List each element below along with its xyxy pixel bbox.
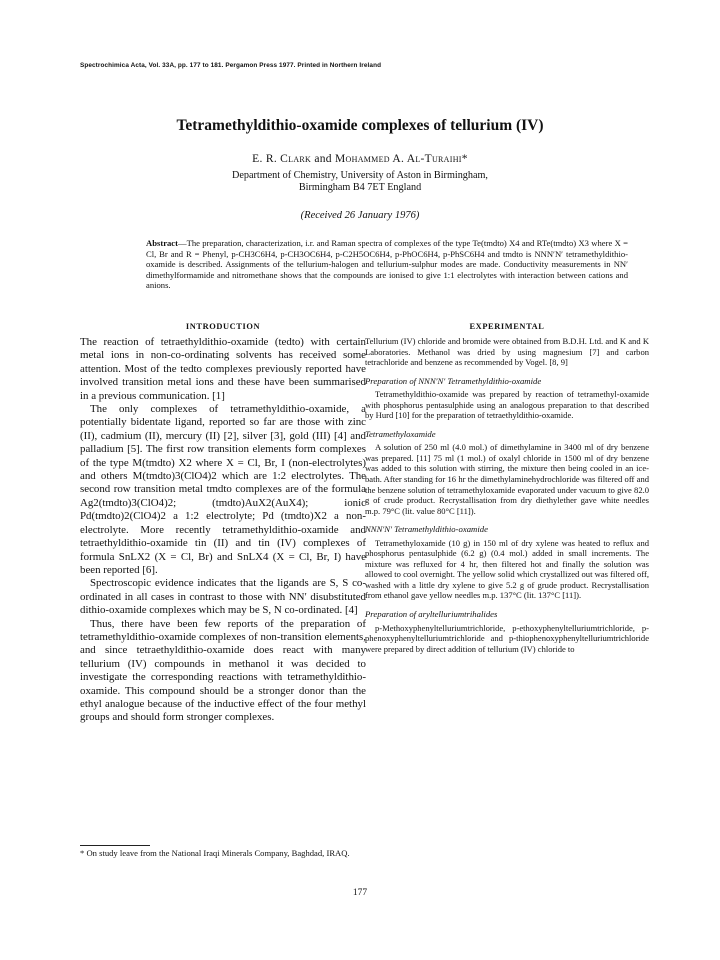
subsection-title-1: Preparation of NNN′N′ Tetramethyldithio-oxamide <box>365 375 542 386</box>
footnote-rule <box>80 845 150 846</box>
affiliation <box>0 170 720 194</box>
author-conjunction: and <box>314 153 332 165</box>
abstract-label: Abstract <box>146 238 178 248</box>
introduction-body <box>80 336 366 725</box>
experimental-section <box>365 322 649 654</box>
subsection-title-2: Tetramethyloxamide <box>365 428 436 439</box>
journal-header: Spectrochimica Acta, Vol. 33A, pp. 177 to 181. Pergamon Press 1977. Printed in Northern Ireland <box>80 62 382 69</box>
experimental-paragraph-1: Tellurium (IV) chloride and bromide were obtained from B.D.H. Ltd. and K and K Laboratories. Methanol was dried by using magnesium [7] and carbon tetrachloride and benzene as recommended by Vogel. [8, 9] <box>365 336 649 368</box>
received-date: (Received 26 January 1976) <box>300 210 420 221</box>
article-title: Tetramethyldithio-oxamide complexes of tellurium (IV) <box>176 117 544 134</box>
experimental-heading: EXPERIMENTAL <box>469 322 545 331</box>
experimental-body <box>365 336 649 654</box>
author-2: Mohammed A. Al-Turaihi* <box>335 153 468 165</box>
introduction-paragraph-4: Thus, there have been few reports of the preparation of tetramethyldithio-oxamide complexes of non-transition elements, and since tetraethyldithio-oxamide does react with many tellurium (IV) compounds in methanol it was decided to investigate the corresponding reactions with tetramethyldithio-oxamide. This compound should be a stronger donor than the ethyl analogue because of the inductive effect of the four methyl groups and should form stronger complexes. <box>80 617 366 724</box>
introduction-heading: INTRODUCTION <box>185 322 261 331</box>
subsection-title-4: Preparation of aryltelluriumtrihalides <box>365 609 498 620</box>
subsection-text-2: A solution of 250 ml (4.0 mol.) of dimethylamine in 3400 ml of dry benzene was prepared. [11] 75 ml (1 mol.) of oxalyl chloride in 1500 ml of dry benzene was added to this solution with stirring, the mixture then being cooled in an ice-bath. After standing for 16 hr the dimethylaminehydrochloride was filtered off and the benzene solution of tetramethyloxamide evaporated under vacuum to give 82.0 g of crude product. Recrystallisation from dry diethylether gave white needles m.p. 79°C (lit. value 80°C [11]). <box>365 442 649 516</box>
footnote: * On study leave from the National Iraqi Minerals Company, Baghdad, IRAQ. <box>80 848 350 858</box>
affiliation-line-1: Department of Chemistry, University of Aston in Birmingham, <box>232 170 488 181</box>
introduction-paragraph-2: The only complexes of tetramethyldithio-oxamide, a potentially bidentate ligand, reported so far are those with zinc (II), cadmium (II), mercury (II) [2], silver [3], gold (III) [4] and palladium [5]. The first row transition elements form complexes of the type M(tmdto) X2 where X = Cl, Br, I (non-electrolytes) and others M(tmdto)3(ClO4)2 which are 1:2 electrolytes. The second row transition metal tmdto complexes are of the formula Ag2(tmdto)3(ClO4)2; (tmdto)AuX2(AuX4); ionic Pd(tmdto)2(ClO4)2 a 1:2 electrolyte; Pd (tmdto)X2 a non-electrolyte. More recently tetramethyldithio-oxamide and tetraethyldithio-oxamide tin (II) and tin (IV) complexes of formula SnLX2 (X = Cl, Br) and SnLX4 (X = Cl, Br, I) have been reported [6]. <box>80 403 366 576</box>
abstract-text: —The preparation, characterization, i.r. and Raman spectra of complexes of the type Te(tmdto) X4 and RTe(tmdto) X3 where X = Cl, Br and R = Phenyl, p-CH3C6H4, p-CH3OC6H4, p-C2H5OC6H4, p-PhOC6H4, p-PhSC6H4 and tmdto is NNN′N′ tetramethyldithio-oxamide is described. Assignments of the tellurium-halogen and tellurium-sulphur modes are made. Conductivity measurements in NN′ dimethylformamide and nitromethane shows that the compounds are ionised to give 1:1 electrolytes with interaction between cations and anions. <box>146 238 628 291</box>
page-number: 177 <box>352 888 368 898</box>
left-column <box>80 322 366 725</box>
author-1: E. R. Clark <box>252 153 312 165</box>
subsection-title-3: NNN′N′ Tetramethyldithio-oxamide <box>365 524 488 535</box>
author-line <box>0 153 720 165</box>
introduction-paragraph-3: Spectroscopic evidence indicates that the ligands are S, S co-ordinated in all cases in contrast to those with NN′ disubstituted dithio-oxamide complexes which may be S, N co-ordinated. [4] <box>80 577 366 617</box>
abstract <box>146 238 628 291</box>
subsection-text-3: Tetramethyloxamide (10 g) in 150 ml of dry xylene was heated to reflux and phosphorus pentasulphide (6.2 g) (0.4 mol.) added in small increments. The mixture was refluxed for 4 hr, then filtered hot and finally the solution was allowed to cool overnight. The yellow solid which crystallized out was filtered off, washed with a little dry xylene to give 5.2 g of grude product. Recrystallisation from ethanol gave yellow needles m.p. 137°C (lit. 137°C [11]). <box>365 537 649 601</box>
subsection-text-4: p-Methoxyphenyltelluriumtrichloride, p-ethoxyphenyltelluriumtrichloride, p-phenoxyphenyltelluriumtrichloride and p-thiophenoxyphenyltelluriumtrichloride were prepared by direct addition of tellurium (IV) chloride to <box>365 622 649 654</box>
affiliation-line-2: Birmingham B4 7ET England <box>298 182 422 193</box>
introduction-paragraph-1: The reaction of tetraethyldithio-oxamide (tedto) with certain metal ions in non-co-ordinating solvents has received some attention. Most of the tedto complexes previously reported have involved transition metal ions and these have been summarised in a previous communication. [1] <box>80 336 366 402</box>
subsection-text-1: Tetramethyldithio-oxamide was prepared by reaction of tetramethyl-oxamide with phosphorus pentasulphide using an analogous preparation to that described by Hurd [10] for the preparation of tetraethyldithio-oxamide. <box>365 389 649 421</box>
